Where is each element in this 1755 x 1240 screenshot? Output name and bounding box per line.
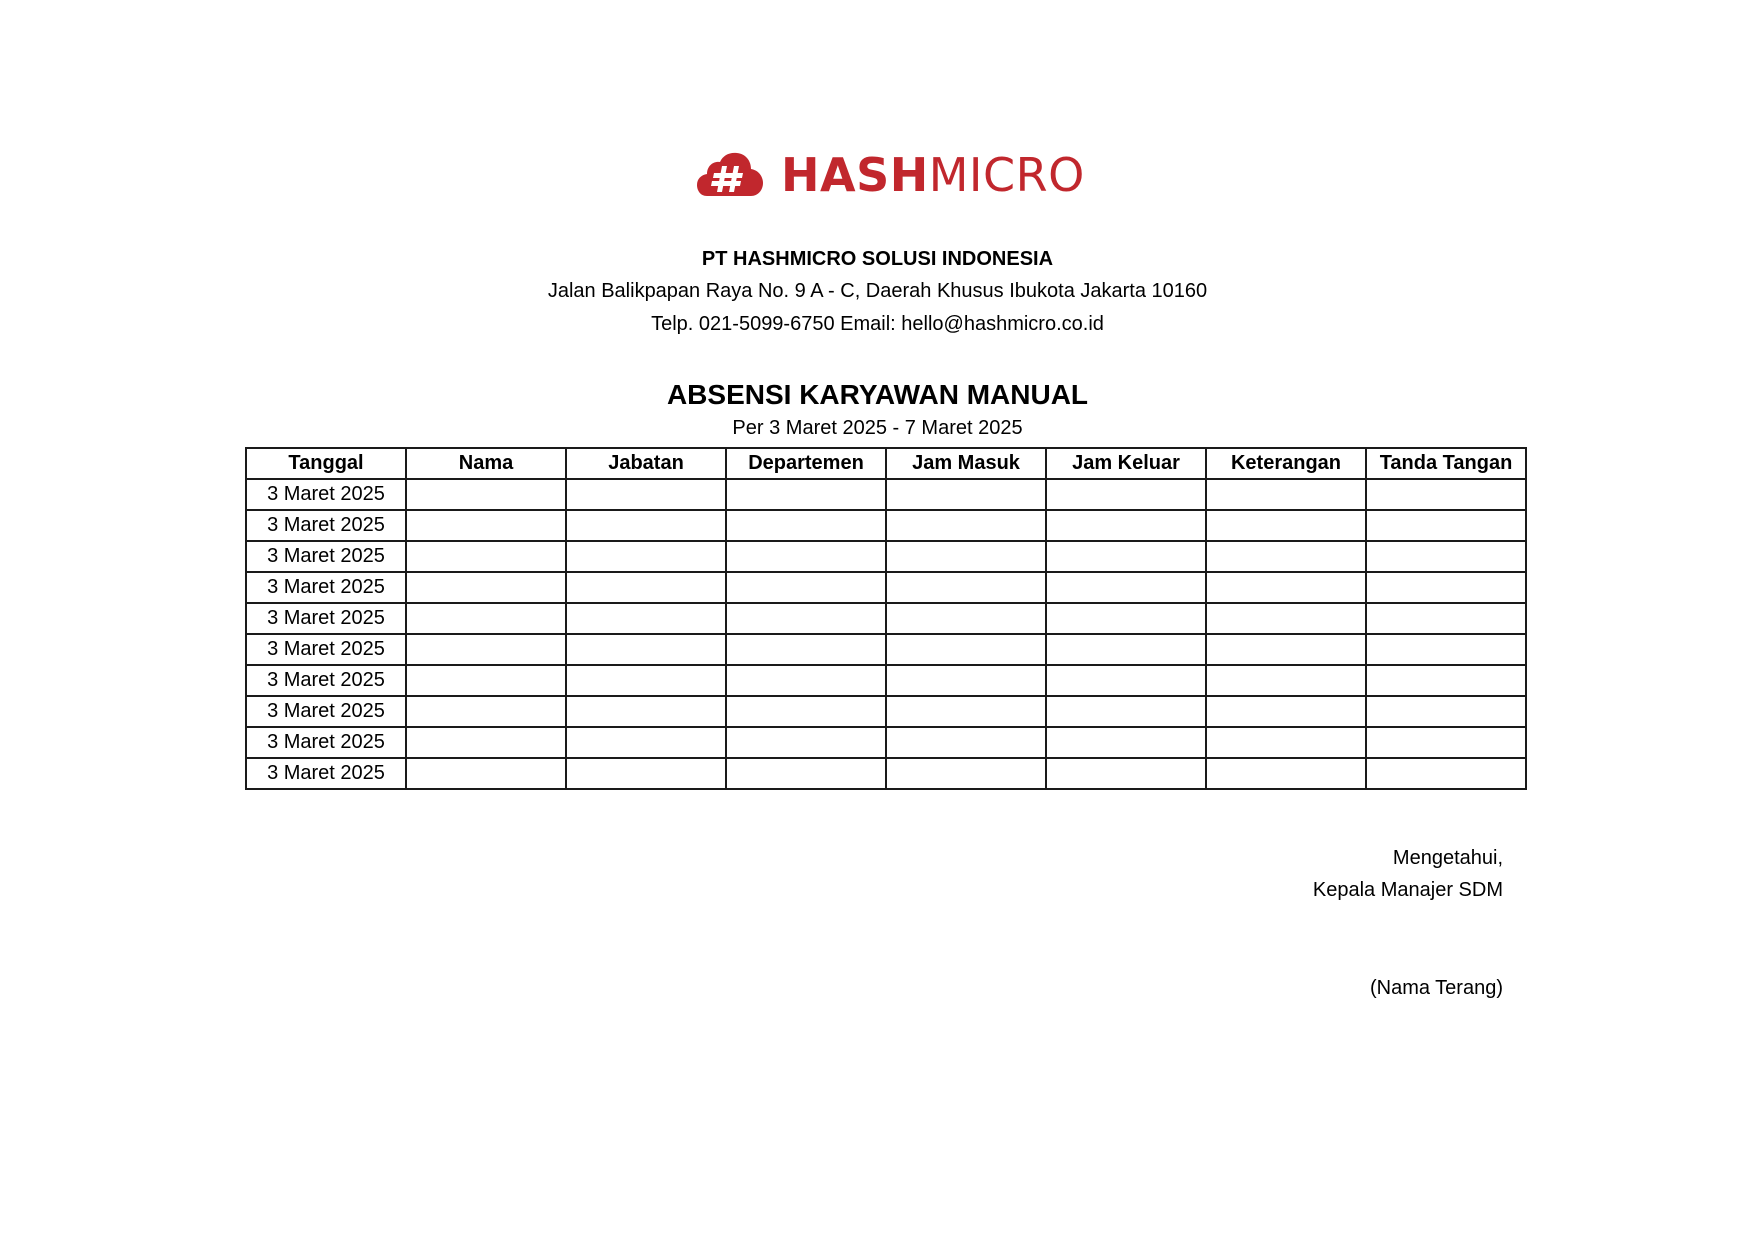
document-title: ABSENSI KARYAWAN MANUAL (666, 379, 1089, 410)
table-cell-tanggal: 3 Maret 2025 (246, 634, 406, 665)
table-cell-keterangan[interactable] (1206, 696, 1366, 727)
column-header: Tanda Tangan (1366, 448, 1526, 479)
table-cell-jam-keluar[interactable] (1046, 572, 1206, 603)
table-cell-jam-keluar[interactable] (1046, 696, 1206, 727)
table-cell-tanda-tangan[interactable] (1366, 665, 1526, 696)
column-header: Jam Masuk (886, 448, 1046, 479)
table-row (246, 603, 1526, 634)
table-cell-jam-keluar[interactable] (1046, 727, 1206, 758)
table-cell-tanda-tangan[interactable] (1366, 603, 1526, 634)
signature-acknowledged: Mengetahui, (1392, 847, 1503, 869)
brand-name-bold: HASH (781, 148, 929, 202)
table-cell-jam-keluar[interactable] (1046, 665, 1206, 696)
table-cell-jam-masuk[interactable] (886, 572, 1046, 603)
table-cell-nama[interactable] (406, 696, 566, 727)
table-cell-jabatan[interactable] (566, 479, 726, 510)
table-cell-tanggal: 3 Maret 2025 (246, 572, 406, 603)
table-cell-jam-keluar[interactable] (1046, 541, 1206, 572)
column-header: Jam Keluar (1046, 448, 1206, 479)
table-cell-departemen[interactable] (726, 696, 886, 727)
table-cell-jam-masuk[interactable] (886, 510, 1046, 541)
table-cell-nama[interactable] (406, 479, 566, 510)
table-cell-jam-masuk[interactable] (886, 727, 1046, 758)
table-cell-jabatan[interactable] (566, 758, 726, 789)
column-header: Nama (406, 448, 566, 479)
table-row (246, 510, 1526, 541)
column-header: Tanggal (246, 448, 406, 479)
company-name: PT HASHMICRO SOLUSI INDONESIA (701, 248, 1054, 270)
table-row (246, 479, 1526, 510)
table-cell-keterangan[interactable] (1206, 541, 1366, 572)
table-cell-tanda-tangan[interactable] (1366, 758, 1526, 789)
table-cell-jabatan[interactable] (566, 727, 726, 758)
table-cell-tanggal: 3 Maret 2025 (246, 727, 406, 758)
table-cell-jam-masuk[interactable] (886, 696, 1046, 727)
table-row (246, 696, 1526, 727)
table-cell-tanda-tangan[interactable] (1366, 479, 1526, 510)
table-cell-jam-masuk[interactable] (886, 665, 1046, 696)
table-cell-departemen[interactable] (726, 572, 886, 603)
table-row (246, 541, 1526, 572)
table-cell-departemen[interactable] (726, 510, 886, 541)
table-cell-keterangan[interactable] (1206, 510, 1366, 541)
table-cell-jabatan[interactable] (566, 603, 726, 634)
table-cell-keterangan[interactable] (1206, 758, 1366, 789)
table-cell-nama[interactable] (406, 603, 566, 634)
table-cell-tanda-tangan[interactable] (1366, 696, 1526, 727)
table-cell-tanda-tangan[interactable] (1366, 727, 1526, 758)
table-cell-tanda-tangan[interactable] (1366, 572, 1526, 603)
table-cell-departemen[interactable] (726, 479, 886, 510)
signature-role: Kepala Manajer SDM (1312, 879, 1503, 901)
table-cell-jam-keluar[interactable] (1046, 510, 1206, 541)
column-header: Departemen (726, 448, 886, 479)
table-cell-jam-keluar[interactable] (1046, 758, 1206, 789)
table-cell-nama[interactable] (406, 727, 566, 758)
company-address: Jalan Balikpapan Raya No. 9 A - C, Daerah Khusus Ibukota Jakarta 10160 (547, 280, 1208, 302)
table-cell-keterangan[interactable] (1206, 665, 1366, 696)
table-cell-tanggal: 3 Maret 2025 (246, 541, 406, 572)
table-cell-jabatan[interactable] (566, 634, 726, 665)
attendance-table (245, 447, 1527, 790)
table-cell-jabatan[interactable] (566, 665, 726, 696)
table-cell-departemen[interactable] (726, 758, 886, 789)
table-cell-departemen[interactable] (726, 727, 886, 758)
table-cell-jabatan[interactable] (566, 541, 726, 572)
table-cell-jam-keluar[interactable] (1046, 634, 1206, 665)
table-cell-tanggal: 3 Maret 2025 (246, 479, 406, 510)
table-cell-jabatan[interactable] (566, 510, 726, 541)
table-cell-keterangan[interactable] (1206, 727, 1366, 758)
table-row (246, 758, 1526, 789)
table-cell-jam-masuk[interactable] (886, 541, 1046, 572)
table-cell-tanggal: 3 Maret 2025 (246, 758, 406, 789)
table-cell-keterangan[interactable] (1206, 572, 1366, 603)
table-cell-tanda-tangan[interactable] (1366, 510, 1526, 541)
table-cell-jam-masuk[interactable] (886, 634, 1046, 665)
brand-name-light: MICRO (928, 148, 1085, 202)
table-cell-nama[interactable] (406, 510, 566, 541)
signature-name-placeholder: (Nama Terang) (1369, 977, 1503, 999)
table-header-row (246, 448, 1526, 479)
table-cell-nama[interactable] (406, 665, 566, 696)
table-cell-keterangan[interactable] (1206, 479, 1366, 510)
table-cell-tanggal: 3 Maret 2025 (246, 603, 406, 634)
table-cell-departemen[interactable] (726, 634, 886, 665)
table-cell-tanda-tangan[interactable] (1366, 541, 1526, 572)
table-cell-keterangan[interactable] (1206, 634, 1366, 665)
table-cell-tanggal: 3 Maret 2025 (246, 696, 406, 727)
table-cell-departemen[interactable] (726, 541, 886, 572)
table-cell-tanggal: 3 Maret 2025 (246, 510, 406, 541)
table-cell-jabatan[interactable] (566, 572, 726, 603)
table-cell-jam-masuk[interactable] (886, 603, 1046, 634)
table-cell-keterangan[interactable] (1206, 603, 1366, 634)
table-cell-jam-keluar[interactable] (1046, 479, 1206, 510)
table-cell-tanggal: 3 Maret 2025 (246, 665, 406, 696)
column-header: Keterangan (1206, 448, 1366, 479)
company-logo (697, 150, 1085, 200)
brand-name (781, 150, 1085, 200)
table-cell-tanda-tangan[interactable] (1366, 634, 1526, 665)
table-row (246, 727, 1526, 758)
cloud-hash-icon (697, 152, 763, 198)
table-cell-nama[interactable] (406, 541, 566, 572)
table-cell-nama[interactable] (406, 758, 566, 789)
table-cell-jam-masuk[interactable] (886, 758, 1046, 789)
table-row (246, 572, 1526, 603)
table-cell-departemen[interactable] (726, 665, 886, 696)
table-cell-jabatan[interactable] (566, 696, 726, 727)
table-cell-jam-masuk[interactable] (886, 479, 1046, 510)
company-contact: Telp. 021-5099-6750 Email: hello@hashmicro.co.id (651, 313, 1104, 335)
table-cell-departemen[interactable] (726, 603, 886, 634)
table-cell-nama[interactable] (406, 572, 566, 603)
document-period: Per 3 Maret 2025 - 7 Maret 2025 (732, 417, 1023, 439)
table-row (246, 665, 1526, 696)
table-cell-nama[interactable] (406, 634, 566, 665)
column-header: Jabatan (566, 448, 726, 479)
table-row (246, 634, 1526, 665)
table-cell-jam-keluar[interactable] (1046, 603, 1206, 634)
